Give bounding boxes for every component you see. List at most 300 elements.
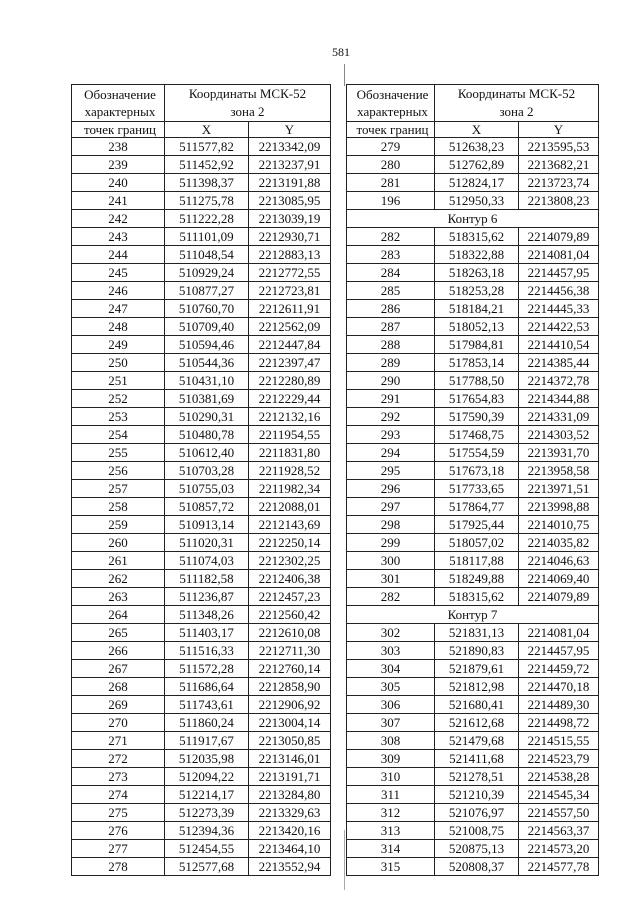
y-coordinate-cell: 2213808,23 (519, 192, 599, 210)
x-coordinate-cell: 518315,62 (435, 228, 519, 246)
table-row (72, 336, 331, 354)
table-row (347, 354, 599, 372)
point-id-cell: 262 (72, 570, 165, 588)
y-coordinate-cell: 2212088,01 (249, 498, 331, 516)
contour-label: Контур 6 (347, 210, 599, 228)
point-id-cell: 261 (72, 552, 165, 570)
x-coordinate-cell: 510877,27 (165, 282, 249, 300)
y-coordinate-cell: 2211982,34 (249, 480, 331, 498)
point-id-cell: 286 (347, 300, 435, 318)
table-row (72, 156, 331, 174)
x-coordinate-cell: 510703,28 (165, 462, 249, 480)
y-coordinate-cell: 2212143,69 (249, 516, 331, 534)
point-id-cell: 287 (347, 318, 435, 336)
coord-system-title: Координаты МСК-52 (188, 86, 307, 101)
point-id-cell: 283 (347, 246, 435, 264)
x-header: X (165, 122, 249, 138)
y-coordinate-cell: 2214010,75 (519, 516, 599, 534)
table-row (347, 282, 599, 300)
y-coordinate-cell: 2214489,30 (519, 696, 599, 714)
x-coordinate-cell: 510857,72 (165, 498, 249, 516)
x-coordinate-cell: 510544,36 (165, 354, 249, 372)
point-id-cell: 311 (347, 786, 435, 804)
point-id-cell: 272 (72, 750, 165, 768)
y-coordinate-cell: 2213191,88 (249, 174, 331, 192)
y-coordinate-cell: 2213958,58 (519, 462, 599, 480)
point-id-cell: 250 (72, 354, 165, 372)
x-coordinate-cell: 511398,37 (165, 174, 249, 192)
table-row (347, 750, 599, 768)
point-id-cell: 263 (72, 588, 165, 606)
y-coordinate-cell: 2213931,70 (519, 444, 599, 462)
table-row (347, 174, 599, 192)
point-id-cell: 301 (347, 570, 435, 588)
table-row (72, 786, 331, 804)
table-row (347, 192, 599, 210)
table-row (72, 498, 331, 516)
table-row (347, 462, 599, 480)
point-id-cell: 302 (347, 624, 435, 642)
x-coordinate-cell: 511577,82 (165, 138, 249, 156)
table-row (72, 516, 331, 534)
point-id-cell: 308 (347, 732, 435, 750)
point-id-cell: 277 (72, 840, 165, 858)
x-coordinate-cell: 521831,13 (435, 624, 519, 642)
point-id-cell: 293 (347, 426, 435, 444)
x-coordinate-cell: 518253,28 (435, 282, 519, 300)
point-id-cell: 248 (72, 318, 165, 336)
point-id-cell: 315 (347, 858, 435, 876)
table-row (347, 372, 599, 390)
table-row (72, 570, 331, 588)
x-coordinate-cell: 521879,61 (435, 660, 519, 678)
point-id-cell: 304 (347, 660, 435, 678)
x-coordinate-cell: 521680,41 (435, 696, 519, 714)
y-coordinate-cell: 2212560,42 (249, 606, 331, 624)
x-coordinate-cell: 512577,68 (165, 858, 249, 876)
point-label-header (347, 85, 435, 122)
y-coordinate-cell: 2214545,34 (519, 786, 599, 804)
point-id-cell: 296 (347, 480, 435, 498)
x-coordinate-cell: 511686,64 (165, 678, 249, 696)
table-row (347, 552, 599, 570)
table-row (347, 588, 599, 606)
table-row (72, 390, 331, 408)
y-coordinate-cell: 2214577,78 (519, 858, 599, 876)
x-coordinate-cell: 518263,18 (435, 264, 519, 282)
x-coordinate-cell: 512273,39 (165, 804, 249, 822)
table-row (72, 624, 331, 642)
table-row (72, 138, 331, 156)
point-id-cell: 269 (72, 696, 165, 714)
y-coordinate-cell: 2214079,89 (519, 588, 599, 606)
x-coordinate-cell: 520875,13 (435, 840, 519, 858)
y-coordinate-cell: 2214457,95 (519, 264, 599, 282)
y-coordinate-cell: 2211928,52 (249, 462, 331, 480)
x-coordinate-cell: 517984,81 (435, 336, 519, 354)
x-coordinate-cell: 511452,92 (165, 156, 249, 174)
x-coordinate-cell: 521076,97 (435, 804, 519, 822)
y-coordinate-cell: 2214046,63 (519, 552, 599, 570)
y-coordinate-cell: 2213420,16 (249, 822, 331, 840)
y-coordinate-cell: 2214303,52 (519, 426, 599, 444)
contour-row (347, 606, 599, 624)
table-row (347, 138, 599, 156)
y-coordinate-cell: 2212562,09 (249, 318, 331, 336)
table-row (72, 192, 331, 210)
x-coordinate-cell: 511048,54 (165, 246, 249, 264)
point-id-cell: 266 (72, 642, 165, 660)
y-coordinate-cell: 2212229,44 (249, 390, 331, 408)
y-coordinate-cell: 2213552,94 (249, 858, 331, 876)
y-coordinate-cell: 2212611,91 (249, 300, 331, 318)
point-id-cell: 313 (347, 822, 435, 840)
x-coordinate-cell: 521479,68 (435, 732, 519, 750)
table-row (72, 210, 331, 228)
x-coordinate-cell: 518052,13 (435, 318, 519, 336)
table-row (72, 318, 331, 336)
point-id-cell: 294 (347, 444, 435, 462)
point-id-cell: 243 (72, 228, 165, 246)
x-coordinate-cell: 511236,87 (165, 588, 249, 606)
table-row (347, 534, 599, 552)
point-id-cell: 196 (347, 192, 435, 210)
y-coordinate-cell: 2213004,14 (249, 714, 331, 732)
contour-row (347, 210, 599, 228)
table-row (72, 480, 331, 498)
point-id-cell: 260 (72, 534, 165, 552)
table-row (72, 804, 331, 822)
table-row (72, 408, 331, 426)
point-id-cell: 265 (72, 624, 165, 642)
y-coordinate-cell: 2212397,47 (249, 354, 331, 372)
y-coordinate-cell: 2213039,19 (249, 210, 331, 228)
point-id-cell: 273 (72, 768, 165, 786)
table-row (72, 714, 331, 732)
x-coordinate-cell: 511403,17 (165, 624, 249, 642)
x-coordinate-cell: 512394,36 (165, 822, 249, 840)
x-coordinate-cell: 517733,65 (435, 480, 519, 498)
table-row (347, 444, 599, 462)
x-coordinate-cell: 511275,78 (165, 192, 249, 210)
x-coordinate-cell: 520808,37 (435, 858, 519, 876)
x-coordinate-cell: 512035,98 (165, 750, 249, 768)
table-row (347, 390, 599, 408)
x-coordinate-cell: 512094,22 (165, 768, 249, 786)
x-coordinate-cell: 511074,03 (165, 552, 249, 570)
coord-system-title: Координаты МСК-52 (457, 86, 576, 101)
point-id-cell: 299 (347, 534, 435, 552)
coord-system-zone: зона 2 (230, 104, 265, 119)
y-coordinate-cell: 2211831,80 (249, 444, 331, 462)
y-coordinate-cell: 2212906,92 (249, 696, 331, 714)
x-coordinate-cell: 510612,40 (165, 444, 249, 462)
y-coordinate-cell: 2214081,04 (519, 246, 599, 264)
table-row (72, 174, 331, 192)
contour-label: Контур 7 (347, 606, 599, 624)
x-coordinate-cell: 511572,28 (165, 660, 249, 678)
table-row (72, 300, 331, 318)
table-row (72, 606, 331, 624)
y-header: Y (249, 122, 331, 138)
x-coordinate-cell: 517590,39 (435, 408, 519, 426)
y-coordinate-cell: 2213085,95 (249, 192, 331, 210)
table-row (347, 408, 599, 426)
y-coordinate-cell: 2214523,79 (519, 750, 599, 768)
point-label-line: точек границ (347, 122, 435, 138)
table-row (347, 840, 599, 858)
y-coordinate-cell: 2212250,14 (249, 534, 331, 552)
x-coordinate-cell: 521411,68 (435, 750, 519, 768)
x-coordinate-cell: 517654,83 (435, 390, 519, 408)
table-row (347, 498, 599, 516)
point-id-cell: 271 (72, 732, 165, 750)
table-row (72, 750, 331, 768)
y-coordinate-cell: 2214456,38 (519, 282, 599, 300)
coordinates-table-right (346, 84, 599, 876)
table-row (72, 588, 331, 606)
x-coordinate-cell: 521890,83 (435, 642, 519, 660)
x-header: X (435, 122, 519, 138)
point-id-cell: 280 (347, 156, 435, 174)
x-coordinate-cell: 511348,26 (165, 606, 249, 624)
x-coordinate-cell: 510709,40 (165, 318, 249, 336)
point-id-cell: 289 (347, 354, 435, 372)
x-coordinate-cell: 510594,46 (165, 336, 249, 354)
point-id-cell: 292 (347, 408, 435, 426)
point-label-line: характерных (357, 104, 428, 119)
y-coordinate-cell: 2213342,09 (249, 138, 331, 156)
y-coordinate-cell: 2211954,55 (249, 426, 331, 444)
x-coordinate-cell: 511860,24 (165, 714, 249, 732)
table-row (72, 426, 331, 444)
table-row (347, 264, 599, 282)
y-coordinate-cell: 2212302,25 (249, 552, 331, 570)
y-coordinate-cell: 2214344,88 (519, 390, 599, 408)
point-id-cell: 256 (72, 462, 165, 480)
table-row (347, 336, 599, 354)
table-row (72, 660, 331, 678)
point-id-cell: 284 (347, 264, 435, 282)
x-coordinate-cell: 517853,14 (435, 354, 519, 372)
y-coordinate-cell: 2213146,01 (249, 750, 331, 768)
y-coordinate-cell: 2212610,08 (249, 624, 331, 642)
y-coordinate-cell: 2213191,71 (249, 768, 331, 786)
point-id-cell: 239 (72, 156, 165, 174)
point-id-cell: 251 (72, 372, 165, 390)
point-id-cell: 238 (72, 138, 165, 156)
table-row (347, 570, 599, 588)
point-id-cell: 305 (347, 678, 435, 696)
point-id-cell: 291 (347, 390, 435, 408)
y-coordinate-cell: 2214035,82 (519, 534, 599, 552)
y-coordinate-cell: 2212280,89 (249, 372, 331, 390)
point-id-cell: 285 (347, 282, 435, 300)
y-coordinate-cell: 2212132,16 (249, 408, 331, 426)
y-coordinate-cell: 2213464,10 (249, 840, 331, 858)
point-id-cell: 306 (347, 696, 435, 714)
point-id-cell: 281 (347, 174, 435, 192)
table-row (72, 228, 331, 246)
x-coordinate-cell: 511182,58 (165, 570, 249, 588)
y-coordinate-cell: 2213050,85 (249, 732, 331, 750)
x-coordinate-cell: 510480,78 (165, 426, 249, 444)
table-row (72, 282, 331, 300)
point-id-cell: 241 (72, 192, 165, 210)
x-coordinate-cell: 517554,59 (435, 444, 519, 462)
point-label-line: Обозначение (84, 87, 156, 102)
point-id-cell: 245 (72, 264, 165, 282)
table-row (347, 714, 599, 732)
table-row (347, 732, 599, 750)
x-coordinate-cell: 521612,68 (435, 714, 519, 732)
table-row (347, 228, 599, 246)
y-header: Y (519, 122, 599, 138)
y-coordinate-cell: 2214538,28 (519, 768, 599, 786)
x-coordinate-cell: 510913,14 (165, 516, 249, 534)
x-coordinate-cell: 512638,23 (435, 138, 519, 156)
y-coordinate-cell: 2212447,84 (249, 336, 331, 354)
x-coordinate-cell: 517864,77 (435, 498, 519, 516)
x-coordinate-cell: 510755,03 (165, 480, 249, 498)
point-id-cell: 247 (72, 300, 165, 318)
y-coordinate-cell: 2214372,78 (519, 372, 599, 390)
point-id-cell: 298 (347, 516, 435, 534)
y-coordinate-cell: 2212760,14 (249, 660, 331, 678)
point-id-cell: 300 (347, 552, 435, 570)
table-row (347, 426, 599, 444)
coord-system-header (435, 85, 599, 122)
point-id-cell: 246 (72, 282, 165, 300)
y-coordinate-cell: 2214557,50 (519, 804, 599, 822)
y-coordinate-cell: 2213284,80 (249, 786, 331, 804)
y-coordinate-cell: 2214069,40 (519, 570, 599, 588)
y-coordinate-cell: 2214445,33 (519, 300, 599, 318)
x-coordinate-cell: 511020,31 (165, 534, 249, 552)
x-coordinate-cell: 521812,98 (435, 678, 519, 696)
point-id-cell: 255 (72, 444, 165, 462)
x-coordinate-cell: 512950,33 (435, 192, 519, 210)
point-id-cell: 270 (72, 714, 165, 732)
x-coordinate-cell: 517468,75 (435, 426, 519, 444)
margin-tick (344, 64, 345, 86)
point-id-cell: 253 (72, 408, 165, 426)
x-coordinate-cell: 511743,61 (165, 696, 249, 714)
table-row (72, 354, 331, 372)
y-coordinate-cell: 2214331,09 (519, 408, 599, 426)
point-id-cell: 275 (72, 804, 165, 822)
y-coordinate-cell: 2212723,81 (249, 282, 331, 300)
coord-system-zone: зона 2 (499, 104, 534, 119)
point-id-cell: 279 (347, 138, 435, 156)
x-coordinate-cell: 518322,88 (435, 246, 519, 264)
x-coordinate-cell: 518057,02 (435, 534, 519, 552)
point-id-cell: 282 (347, 588, 435, 606)
y-coordinate-cell: 2213329,63 (249, 804, 331, 822)
x-coordinate-cell: 518184,21 (435, 300, 519, 318)
table-row (72, 372, 331, 390)
x-coordinate-cell: 521210,39 (435, 786, 519, 804)
table-row (72, 696, 331, 714)
y-coordinate-cell: 2212406,38 (249, 570, 331, 588)
x-coordinate-cell: 521008,75 (435, 822, 519, 840)
y-coordinate-cell: 2212711,30 (249, 642, 331, 660)
table-row (347, 696, 599, 714)
x-coordinate-cell: 512762,89 (435, 156, 519, 174)
x-coordinate-cell: 511516,33 (165, 642, 249, 660)
page-number: 581 (332, 45, 350, 59)
table-row (347, 246, 599, 264)
table-row (72, 840, 331, 858)
y-coordinate-cell: 2214422,53 (519, 318, 599, 336)
y-coordinate-cell: 2214563,37 (519, 822, 599, 840)
point-id-cell: 307 (347, 714, 435, 732)
point-id-cell: 264 (72, 606, 165, 624)
point-id-cell: 268 (72, 678, 165, 696)
table-row (347, 678, 599, 696)
table-row (72, 822, 331, 840)
point-id-cell: 276 (72, 822, 165, 840)
y-coordinate-cell: 2213998,88 (519, 498, 599, 516)
margin-line (344, 830, 345, 890)
point-id-cell: 314 (347, 840, 435, 858)
point-id-cell: 290 (347, 372, 435, 390)
y-coordinate-cell: 2213971,51 (519, 480, 599, 498)
y-coordinate-cell: 2214498,72 (519, 714, 599, 732)
table-row (347, 156, 599, 174)
point-id-cell: 297 (347, 498, 435, 516)
table-row (72, 534, 331, 552)
y-coordinate-cell: 2212883,13 (249, 246, 331, 264)
y-coordinate-cell: 2212930,71 (249, 228, 331, 246)
y-coordinate-cell: 2213237,91 (249, 156, 331, 174)
table-row (72, 462, 331, 480)
table-row (347, 624, 599, 642)
point-id-cell: 295 (347, 462, 435, 480)
point-id-cell: 303 (347, 642, 435, 660)
point-label-line: Обозначение (356, 87, 429, 102)
table-row (347, 300, 599, 318)
y-coordinate-cell: 2212457,23 (249, 588, 331, 606)
point-id-cell: 274 (72, 786, 165, 804)
table-row (72, 444, 331, 462)
point-id-cell: 282 (347, 228, 435, 246)
point-id-cell: 288 (347, 336, 435, 354)
table-row (72, 732, 331, 750)
x-coordinate-cell: 512214,17 (165, 786, 249, 804)
table-row (72, 642, 331, 660)
y-coordinate-cell: 2214079,89 (519, 228, 599, 246)
point-id-cell: 258 (72, 498, 165, 516)
x-coordinate-cell: 511917,67 (165, 732, 249, 750)
point-label-line: точек границ (72, 122, 165, 138)
y-coordinate-cell: 2212772,55 (249, 264, 331, 282)
point-label-line: характерных (84, 104, 156, 119)
x-coordinate-cell: 521278,51 (435, 768, 519, 786)
table-row (347, 642, 599, 660)
x-coordinate-cell: 518117,88 (435, 552, 519, 570)
table-row (347, 768, 599, 786)
y-coordinate-cell: 2214573,20 (519, 840, 599, 858)
point-id-cell: 278 (72, 858, 165, 876)
y-coordinate-cell: 2214459,72 (519, 660, 599, 678)
y-coordinate-cell: 2214385,44 (519, 354, 599, 372)
table-row (347, 318, 599, 336)
table-row (347, 822, 599, 840)
x-coordinate-cell: 510760,70 (165, 300, 249, 318)
x-coordinate-cell: 518249,88 (435, 570, 519, 588)
table-row (347, 786, 599, 804)
